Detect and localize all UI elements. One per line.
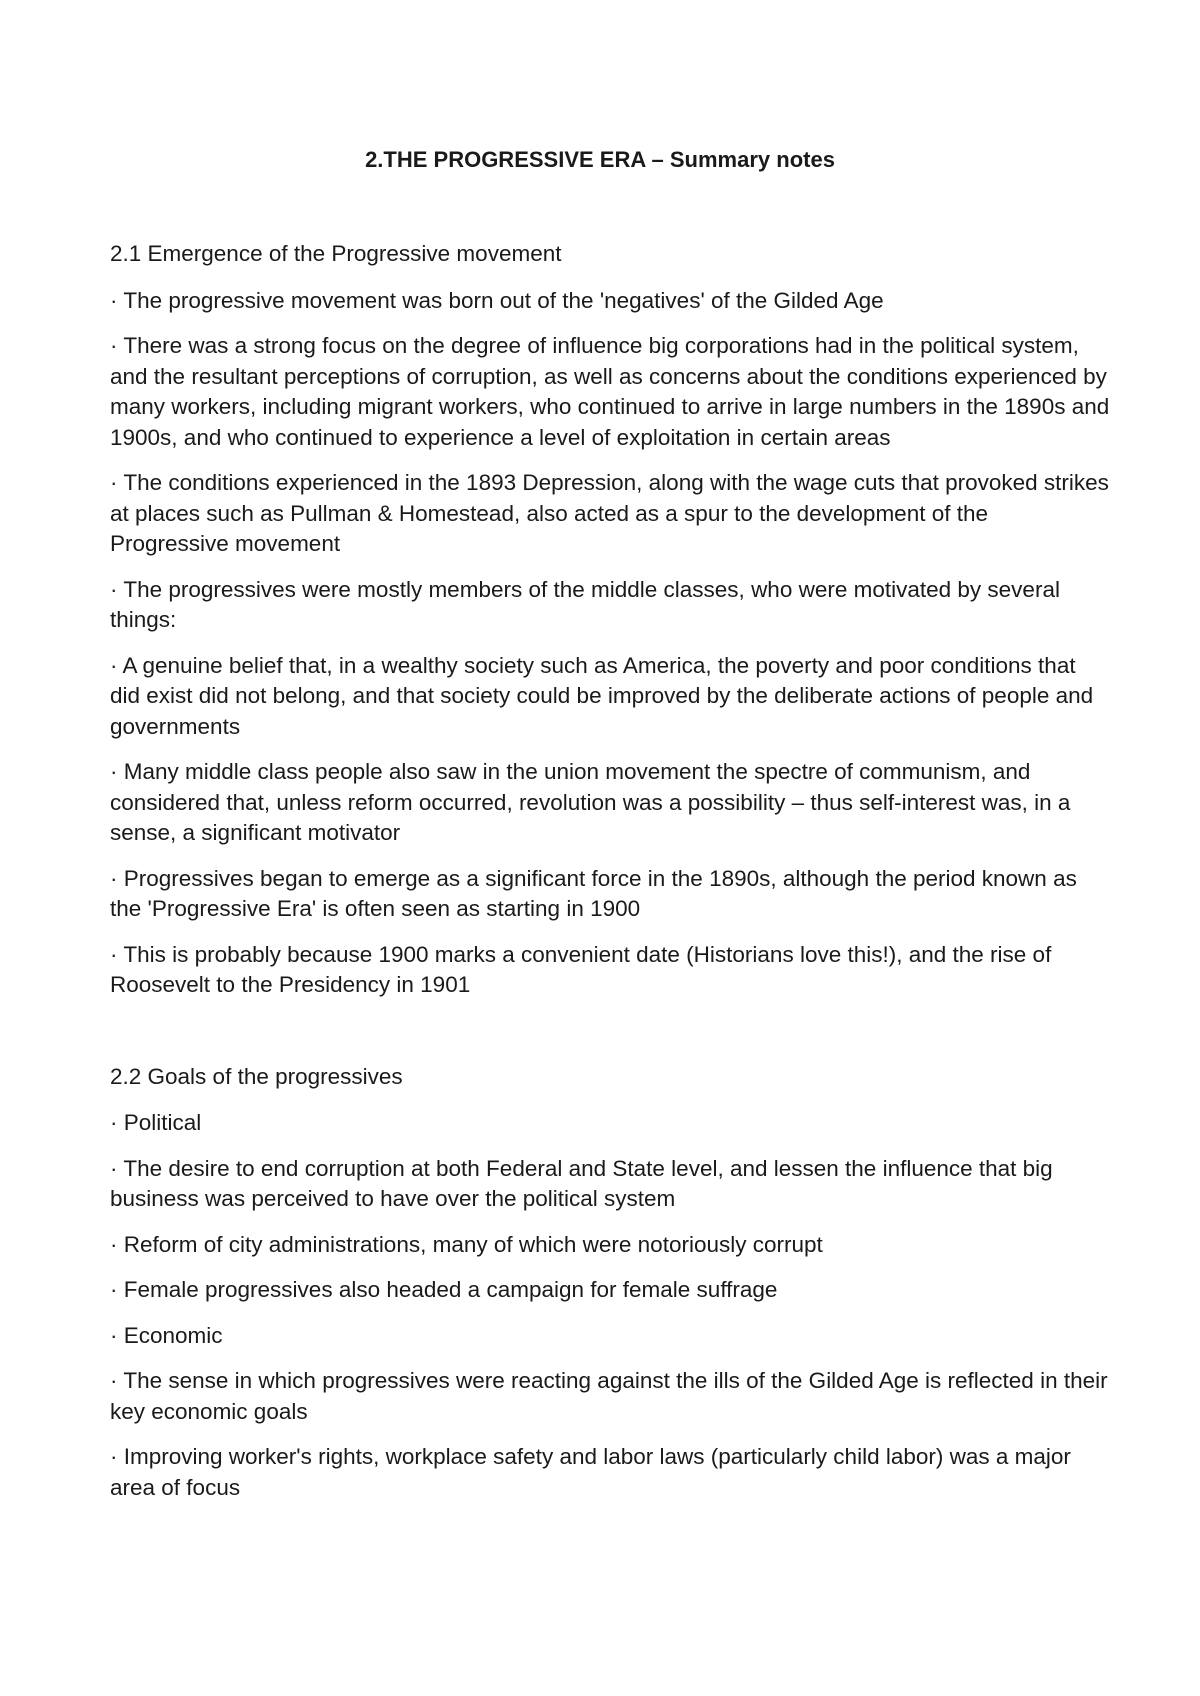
paragraph: · The sense in which progressives were reacting against the ills of the Gilded Age is reflected in their key economic goals	[110, 1368, 1108, 1424]
section-heading: 2.1 Emergence of the Progressive movement	[110, 241, 562, 266]
paragraph: · Many middle class people also saw in the union movement the spectre of communism, and considered that, unless reform occurred, revolution was a possibility – thus self-interest was, in a sense, a significant motivator	[110, 759, 1071, 845]
paragraph: · Political	[110, 1110, 202, 1135]
document-title: 2.THE PROGRESSIVE ERA – Summary notes	[365, 147, 835, 172]
paragraph: · Improving worker's rights, workplace safety and labor laws (particularly child labor) was a major area of focus	[110, 1444, 1071, 1500]
paragraph: · The conditions experienced in the 1893 Depression, along with the wage cuts that provoked strikes at places such as Pullman & Homestead, also acted as a spur to the development of the Progressive movement	[110, 470, 1109, 556]
paragraph: · The desire to end corruption at both Federal and State level, and lessen the influence that big business was perceived to have over the political system	[110, 1155, 1053, 1211]
paragraph: · The progressives were mostly members of the middle classes, who were motivated by several things:	[110, 576, 1060, 632]
paragraph: · Female progressives also headed a campaign for female suffrage	[110, 1277, 778, 1302]
paragraph: · The progressive movement was born out of the 'negatives' of the Gilded Age	[110, 287, 884, 313]
section-spacer	[110, 1016, 1110, 1062]
section-heading: 2.2 Goals of the progressives	[110, 1063, 403, 1089]
paragraph: · Economic	[110, 1322, 223, 1348]
paragraph: · A genuine belief that, in a wealthy society such as America, the poverty and poor conditions that did exist did not belong, and that society could be improved by the deliberate actions of people and governments	[110, 652, 1094, 739]
document-body	[110, 239, 1110, 1518]
paragraph: · This is probably because 1900 marks a convenient date (Historians love this!), and the rise of Roosevelt to the Presidency in 1901	[110, 941, 1052, 997]
paragraph: · Progressives began to emerge as a significant force in the 1890s, although the period known as the 'Progressive Era' is often seen as starting in 1900	[110, 865, 1077, 921]
paragraph: · There was a strong focus on the degree of influence big corporations had in the political system, and the resultant perceptions of corruption, as well as concerns about the conditions experienced by many workers, including migrant workers, who continued to arrive in large numbers in the 1890s and 1900s, and who continued to experience a level of exploitation in certain areas	[110, 333, 1110, 450]
paragraph: · Reform of city administrations, many of which were notoriously corrupt	[110, 1231, 823, 1257]
